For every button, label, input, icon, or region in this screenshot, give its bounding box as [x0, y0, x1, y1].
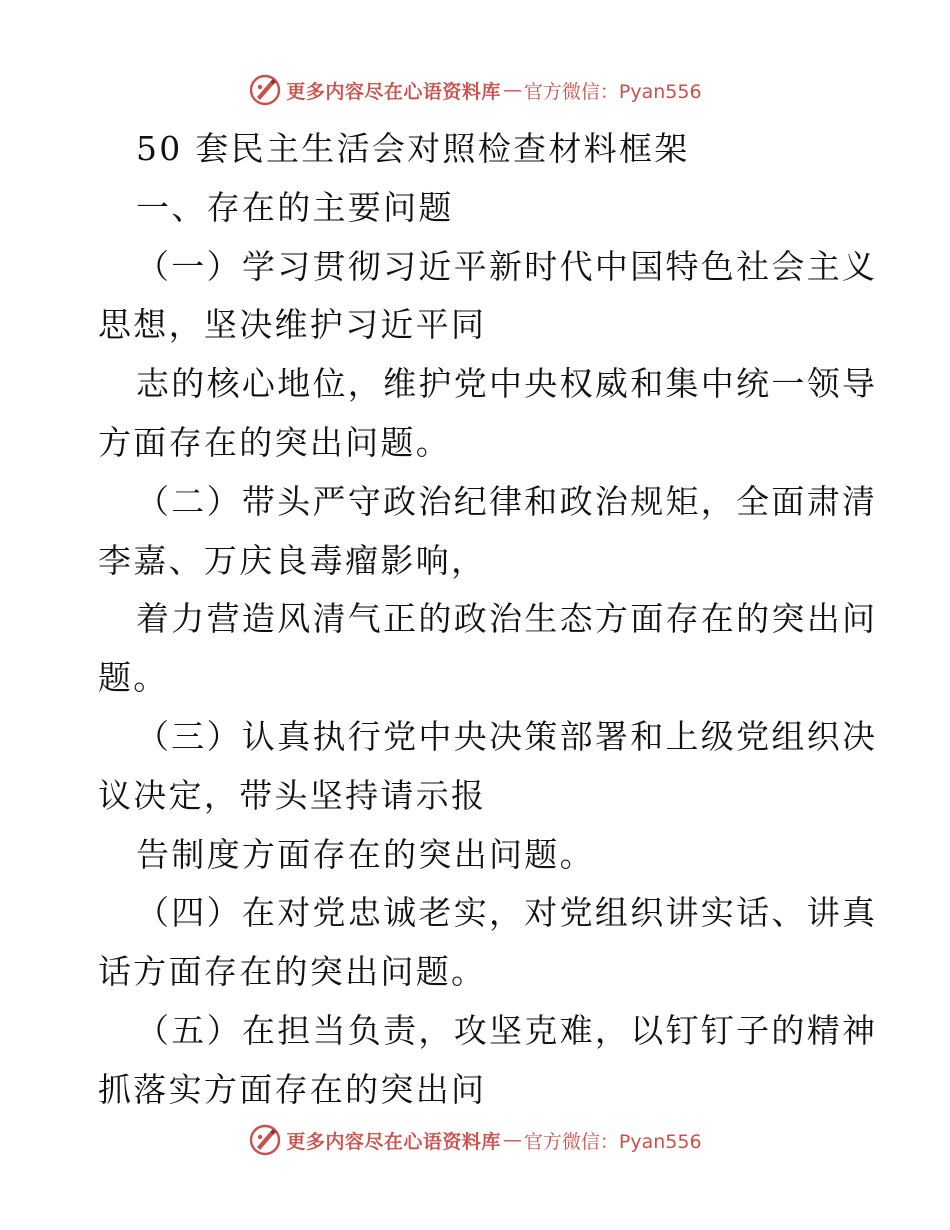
item-3-line-2: 议决定，带头坚持请示报: [98, 775, 487, 815]
item-1-line-4: 方面存在的突出问题。: [98, 422, 451, 462]
footer-wechat: 官方微信：Pyan556: [523, 1130, 702, 1153]
footer-banner: [0, 1120, 950, 1160]
item-5-line-1: （五）在担当负责，攻坚克难，以钉钉子的精神: [136, 1010, 878, 1050]
item-1-line-3: 志的核心地位，维护党中央权威和集中统一领导: [136, 364, 878, 404]
pen-logo-icon: [248, 73, 282, 107]
section-heading: 一、存在的主要问题: [136, 187, 454, 227]
item-4-line-1: （四）在对党忠诚老实，对党组织讲实话、讲真: [136, 893, 878, 933]
header-slogan: 更多内容尽在心语资料库: [286, 80, 501, 103]
item-1-line-1: （一）学习贯彻习近平新时代中国特色社会主义: [136, 246, 878, 286]
item-2-line-3: 着力营造风清气正的政治生态方面存在的突出问: [136, 599, 878, 639]
item-2-line-1: （二）带头严守政治纪律和政治规矩，全面肃清: [136, 481, 878, 521]
pen-logo-icon: [248, 1123, 282, 1157]
item-2-line-2: 李嘉、万庆良毒瘤影响，: [98, 540, 487, 580]
item-2-line-4: 题。: [98, 658, 169, 698]
header-dash: —: [502, 79, 522, 101]
item-3-line-1: （三）认真执行党中央决策部署和上级党组织决: [136, 716, 878, 756]
footer-dash: —: [502, 1129, 522, 1151]
item-5-line-2: 抓落实方面存在的突出问: [98, 1069, 487, 1109]
footer-slogan: 更多内容尽在心语资料库: [286, 1130, 501, 1153]
item-4-line-2: 话方面存在的突出问题。: [98, 952, 487, 992]
header-wechat: 官方微信：Pyan556: [523, 80, 702, 103]
document-title: 50 套民主生活会对照检查材料框架: [136, 129, 690, 168]
header-banner: [0, 70, 950, 110]
item-1-line-2: 思想，坚决维护习近平同: [98, 305, 487, 345]
item-3-line-3: 告制度方面存在的突出问题。: [136, 834, 595, 874]
document-body: [98, 120, 878, 1120]
